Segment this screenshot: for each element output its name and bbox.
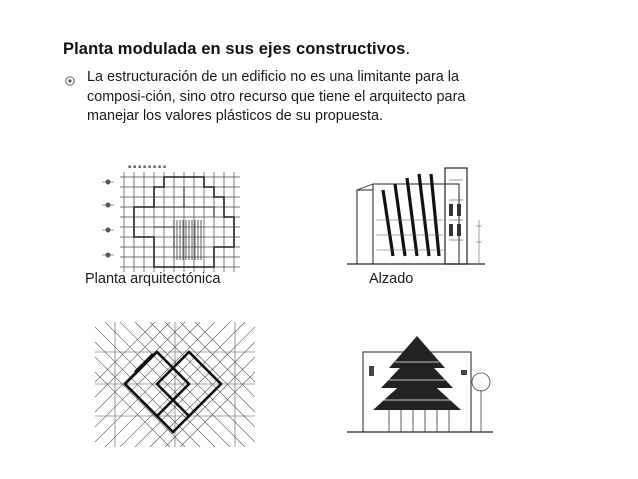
slide-title-text: Planta modulada en sus ejes constructivos bbox=[63, 40, 406, 58]
pagoda-elevation-sketch bbox=[345, 330, 495, 445]
circled-dot-icon bbox=[65, 76, 75, 86]
caption-elevation: Alzado bbox=[369, 271, 414, 287]
bullet-line-1: La estructuración de un edificio no es una limitante para la bbox=[87, 69, 459, 85]
svg-text:▪ ▪ ▪ ▪ ▪ ▪ ▪ ▪: ▪ ▪ ▪ ▪ ▪ ▪ ▪ ▪ bbox=[128, 164, 167, 170]
bullet-paragraph bbox=[87, 68, 607, 127]
caption-plan: Planta arquitectónica bbox=[85, 271, 221, 287]
elevation-fins-sketch bbox=[345, 160, 493, 278]
bullet-line-2: composi-ción, sino otro recurso que tiene el arquitecto para bbox=[87, 88, 466, 105]
bullet-line-3: manejar los valores plásticos de su propuesta. bbox=[87, 108, 383, 124]
slide-title-punct: . bbox=[405, 40, 411, 58]
diagonal-grid-plan-sketch bbox=[95, 322, 255, 447]
slide-title bbox=[63, 40, 410, 59]
floor-plan-grid-sketch bbox=[98, 160, 248, 278]
